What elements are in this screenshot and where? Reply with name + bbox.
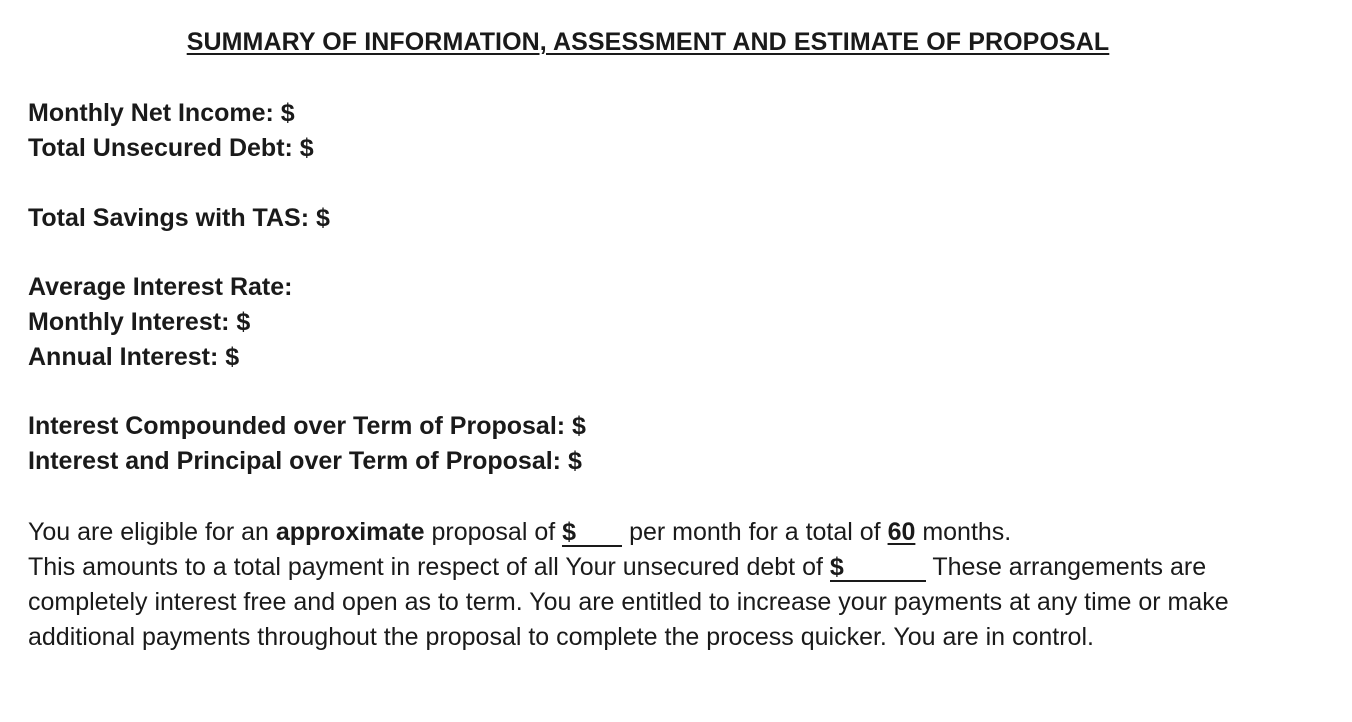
page-title: SUMMARY OF INFORMATION, ASSESSMENT AND ESTIMATE OF PROPOSAL xyxy=(186,28,1110,56)
monthly-net-income-label: Monthly Net Income: $ xyxy=(28,99,295,127)
para-text-6: These arrangements are completely interest free and open as to term. You are entitled to increase your payments at any time or make additional payments throughout the proposal to complete the process quicker. You are in control. xyxy=(28,553,1229,651)
term-months-value: 60 xyxy=(887,518,916,546)
para-text-3: per month for a total of xyxy=(622,518,888,546)
approximate-emphasis: approximate xyxy=(275,518,425,546)
total-savings-label: Total Savings with TAS: $ xyxy=(28,204,330,232)
para-text-1: You are eligible for an xyxy=(28,518,276,546)
proposal-paragraph xyxy=(28,515,1318,655)
monthly-interest-label: Monthly Interest: $ xyxy=(28,308,251,336)
para-text-2: proposal of xyxy=(424,518,563,546)
total-unsecured-debt-label: Total Unsecured Debt: $ xyxy=(28,134,314,162)
para-text-4: months. xyxy=(915,518,1012,546)
interest-compounded-label: Interest Compounded over Term of Proposal: $ xyxy=(28,412,586,440)
para-text-5: This amounts to a total payment in respect of all Your unsecured debt of xyxy=(28,553,830,581)
interest-principal-label: Interest and Principal over Term of Proposal: $ xyxy=(28,447,582,475)
total-payment-blank: $ xyxy=(830,554,926,582)
average-interest-rate-label: Average Interest Rate: xyxy=(28,273,293,301)
annual-interest-label: Annual Interest: $ xyxy=(28,343,240,371)
monthly-payment-blank: $ xyxy=(562,519,622,547)
